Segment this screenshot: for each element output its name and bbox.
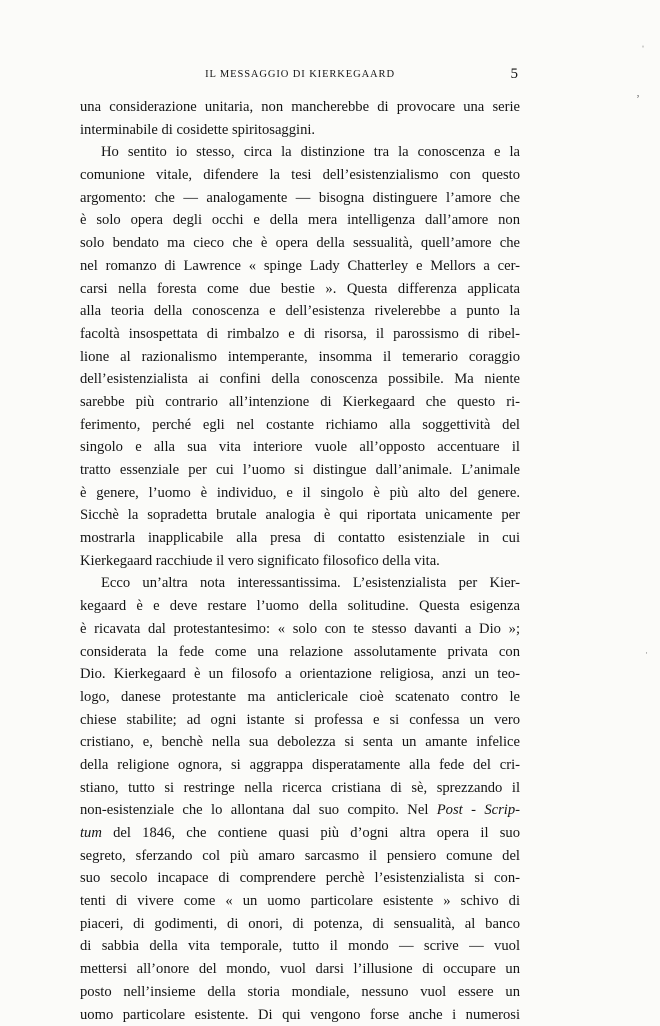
text-line: cristiano, e, benchè nella sua debolezza si senta un amante infelice: [80, 731, 520, 754]
text-line: posto nell’insieme della storia mondiale, nessuno vuol essere un: [80, 981, 520, 1004]
italic-title: tum: [80, 825, 102, 841]
text-line: carsi nella foresta come due bestie ». Questa differenza applicata: [80, 278, 520, 301]
page-number: 5: [511, 66, 519, 83]
text-line: stiano, tutto si restringe nella ricerca cristiana di sè, sprezzando il: [80, 777, 520, 800]
text-line: alla teoria della conoscenza e dell’esistenza rivelerebbe a punto la: [80, 300, 520, 323]
scan-mark: ˌ: [641, 34, 645, 49]
paragraph-start-line: Ecco un’altra nota interessantissima. L’esistenzialista per Kier-: [80, 572, 520, 595]
text-line: solo bendato ma cieco che è opera della sessualità, quell’amore che: [80, 232, 520, 255]
text-line: piaceri, di godimenti, di onori, di potenza, di sensualità, al banco: [80, 913, 520, 936]
scan-mark: ʼ: [636, 92, 640, 107]
text-line: mettersi all’onore del mondo, vuol darsi l’illusione di occupare un: [80, 958, 520, 981]
text-line: chiese stabilite; ad ogni istante si professa e si confessa un vero: [80, 709, 520, 732]
text-line: interminabile di cosidette spiritosaggini.: [80, 119, 520, 142]
text-line: della religione ognora, si aggrappa disperatamente alla fede del cri-: [80, 754, 520, 777]
italic-title: Post - Scrip-: [437, 802, 520, 818]
text-line: argomento: che — analogamente — bisogna distinguere l’amore che: [80, 187, 520, 210]
text-line: tratto essenziale per cui l’uomo si distingue dall’animale. L’animale: [80, 459, 520, 482]
text-line: uomo particolare esistente. Di qui vengono forse anche i numerosi: [80, 1004, 520, 1026]
text-line: mostrarla inapplicabile alla presa di contatto esistenziale in cui: [80, 527, 520, 550]
text-line: tenti di vivere come « un uomo particolare esistente » schivo di: [80, 890, 520, 913]
text-line: è genere, l’uomo è individuo, e il singolo è più alto del genere.: [80, 482, 520, 505]
text-line: ferimento, perché egli nel costante richiamo alla soggettività del: [80, 414, 520, 437]
text-line: dell’esistenzialista ai confini della conoscenza possibile. Ma niente: [80, 368, 520, 391]
text-line: facoltà insospettata di rimbalzo e di risorsa, il parossismo di ribel-: [80, 323, 520, 346]
running-title: IL MESSAGGIO DI KIERKEGAARD: [80, 69, 520, 80]
text-line: è solo opera degli occhi e della mera intelligenza dall’amore non: [80, 209, 520, 232]
paragraph-start-line: Ho sentito io stesso, circa la distinzione tra la conoscenza e la: [80, 141, 520, 164]
text-line: suo secolo incapace di comprendere perchè l’esistenzialista si con-: [80, 867, 520, 890]
text-line: considerata la fede come una relazione assolutamente privata con: [80, 641, 520, 664]
text-line: [80, 822, 520, 845]
text-line: singolo e alla sua vita interiore vuole all’opposto accentuare il: [80, 436, 520, 459]
text-line: è ricavata dal protestantesimo: « solo con te stesso davanti a Dio »;: [80, 618, 520, 641]
text-line: Sicchè la sopradetta brutale analogia è qui riportata unicamente per: [80, 504, 520, 527]
text-segment: del 1846, che contiene quasi più d’ogni altra opera il suo: [113, 825, 520, 841]
running-head: [80, 66, 520, 86]
text-line: sarebbe più contrario all’intenzione di Kierkegaard che questo ri-: [80, 391, 520, 414]
body-text: [80, 96, 520, 1026]
text-line: logo, danese protestante ma anticlericale cioè scatenato contro le: [80, 686, 520, 709]
text-segment: non-esistenziale che lo allontana dal suo compito. Nel: [80, 802, 428, 818]
text-line: segreto, sferzando col più amaro sarcasmo il pensiero comune del: [80, 845, 520, 868]
text-line: nel romanzo di Lawrence « spinge Lady Chatterley e Mellors a cer-: [80, 255, 520, 278]
text-line: lione al razionalismo intemperante, insomma il temerario coraggio: [80, 346, 520, 369]
scan-mark: ·: [645, 648, 648, 658]
text-line: di sabbia della vita temporale, tutto il mondo — scrive — vuol: [80, 935, 520, 958]
text-line: [80, 799, 520, 822]
text-line: Dio. Kierkegaard è un filosofo a orientazione religiosa, anzi un teo-: [80, 663, 520, 686]
text-line: comunione vitale, difendere la tesi dell’esistenzialismo con questo: [80, 164, 520, 187]
text-line: Kierkegaard racchiude il vero significato filosofico della vita.: [80, 550, 520, 573]
text-line: kegaard è e deve restare l’uomo della solitudine. Questa esigenza: [80, 595, 520, 618]
text-line: una considerazione unitaria, non mancherebbe di provocare una serie: [80, 96, 520, 119]
